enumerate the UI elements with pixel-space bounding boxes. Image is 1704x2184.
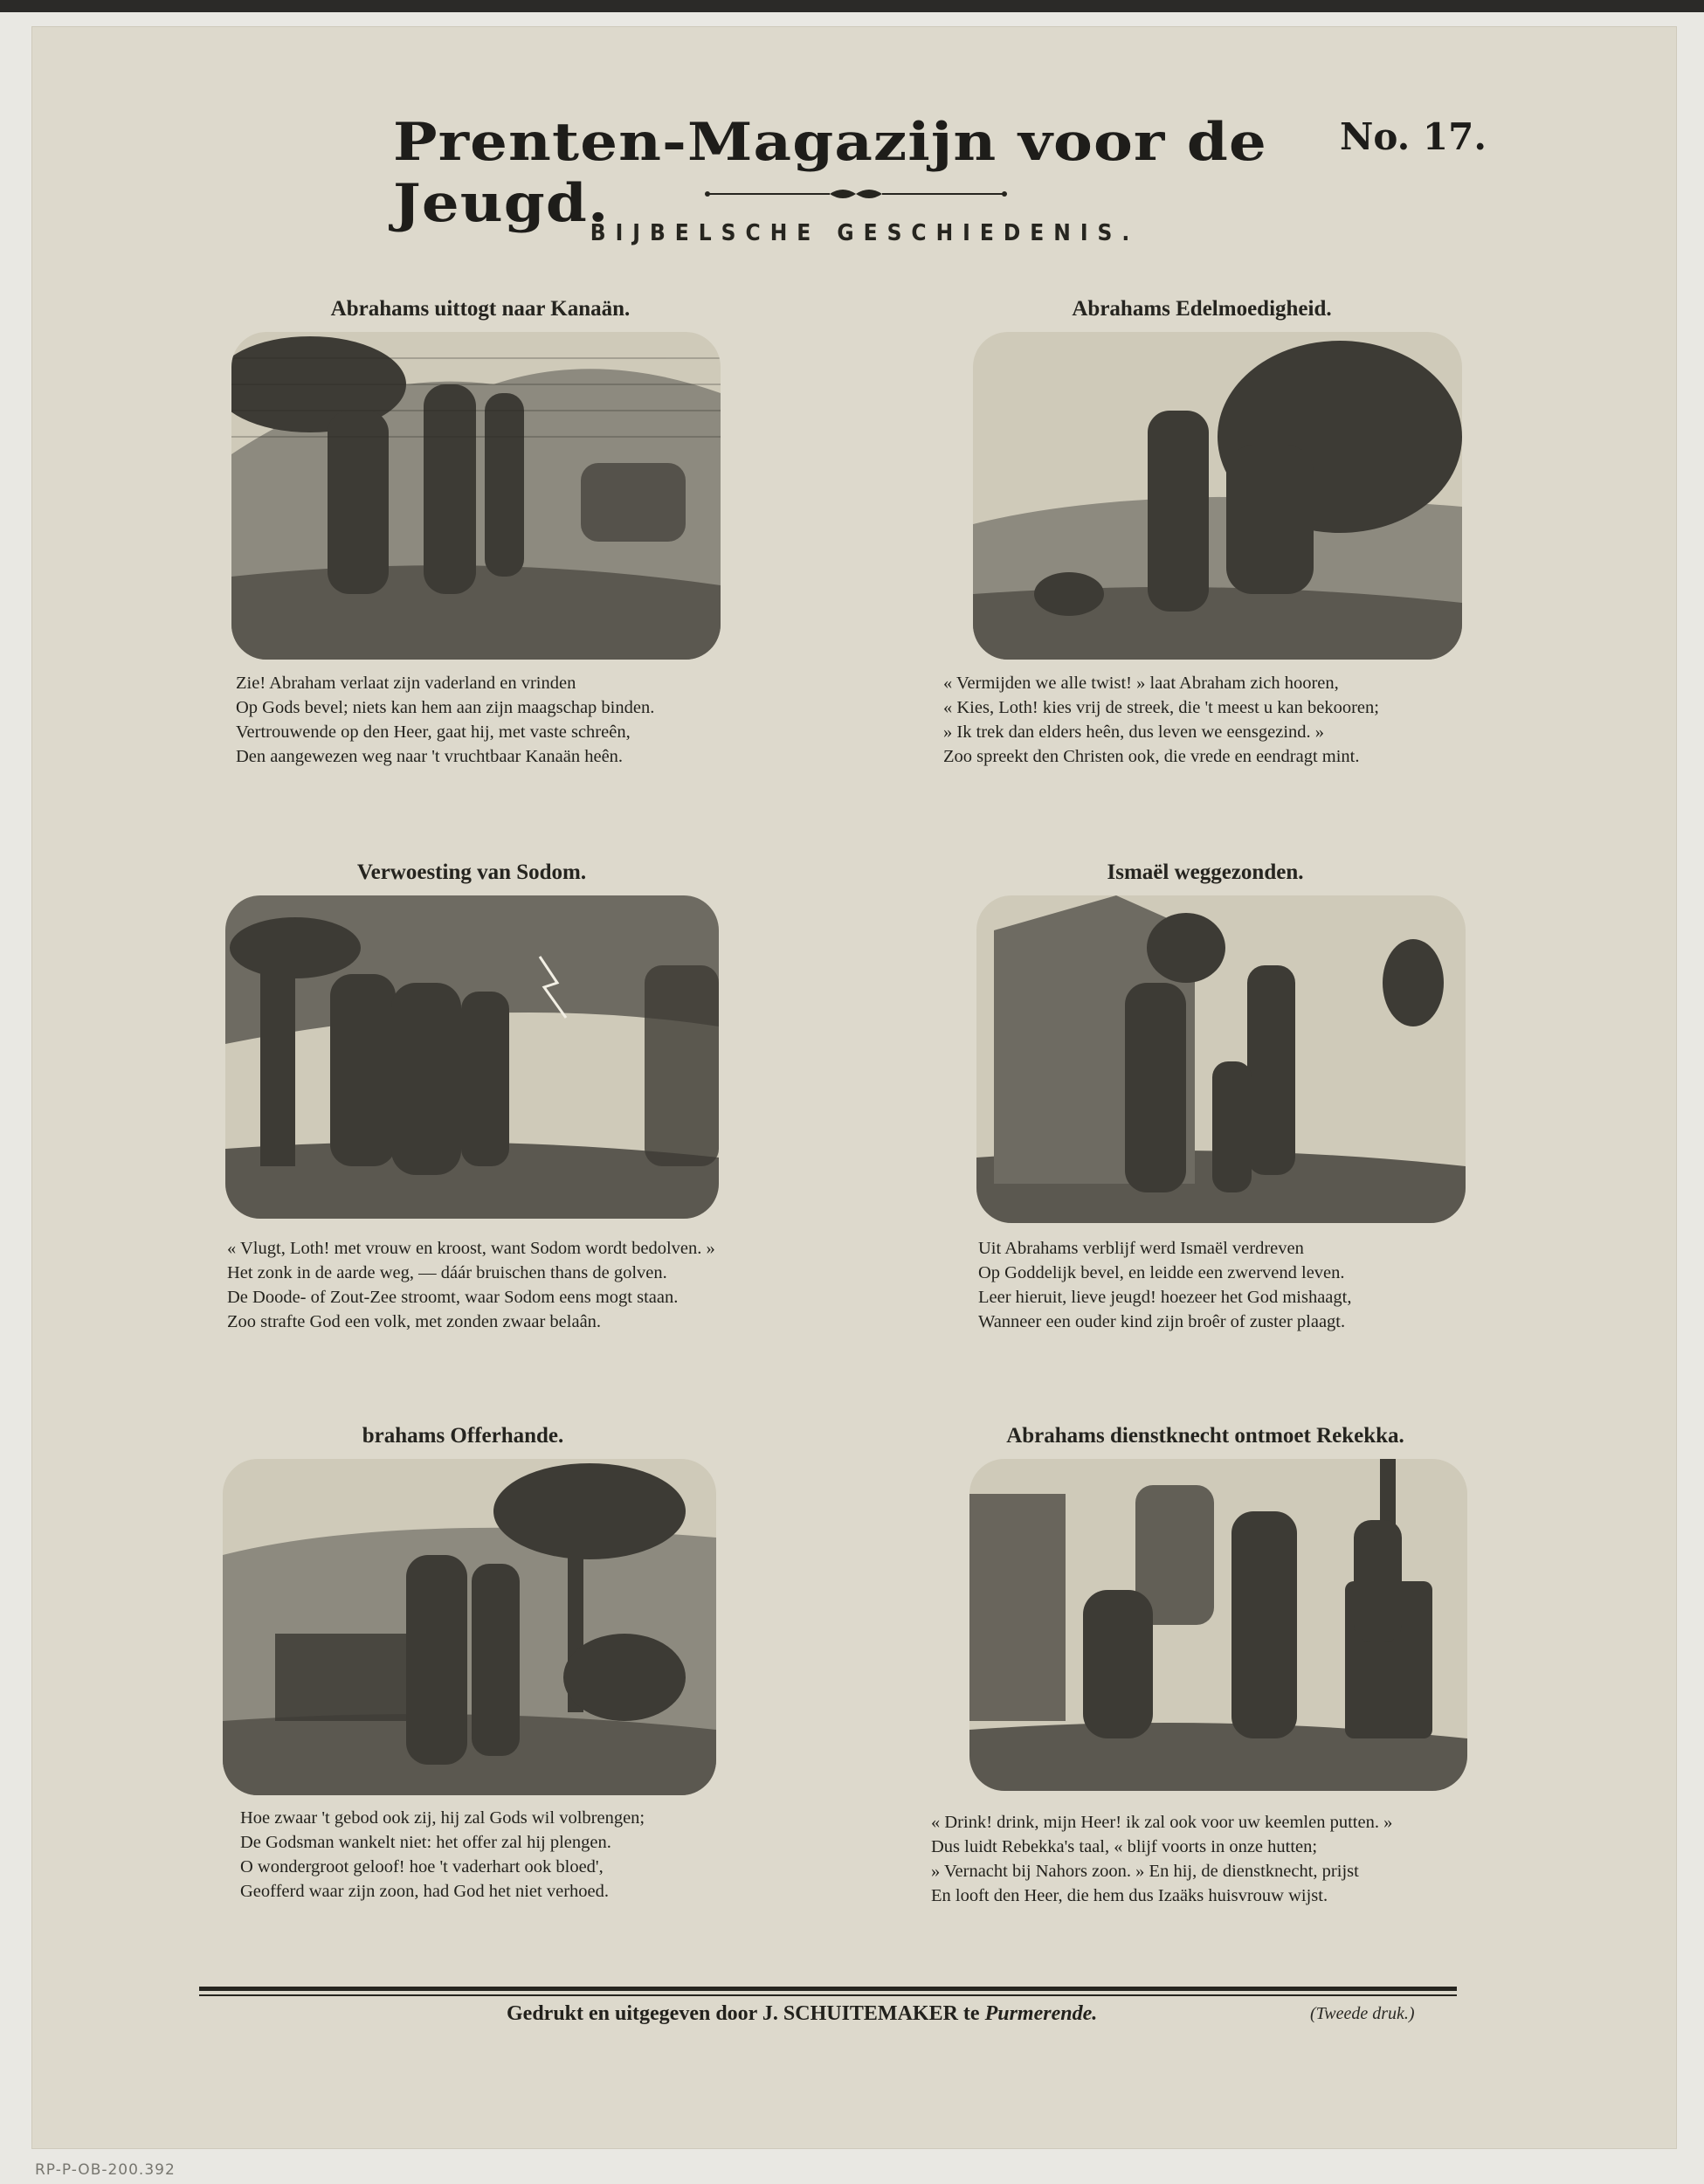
verse-line: « Drink! drink, mijn Heer! ik zal ook voor uw keemlen putten. » <box>931 1813 1393 1832</box>
verse-line: « Vermijden we alle twist! » laat Abraham zich hooren, <box>943 674 1339 693</box>
catalog-mark: RP-P-OB-200.392 <box>35 2161 176 2179</box>
verse-line: Hoe zwaar 't gebod ook zij, hij zal Gods wil volbrengen; <box>240 1808 645 1828</box>
woodcut-illustration <box>223 1459 716 1795</box>
panel-title: Abrahams dienstknecht ontmoet Rekekka. <box>1006 1424 1404 1448</box>
footer-rule-thin <box>199 1994 1457 1996</box>
verse-line: » Vernacht bij Nahors zoon. » En hij, de dienstknecht, prijst <box>931 1862 1359 1881</box>
panel-verse <box>240 1806 645 1904</box>
panel-title: Ismaël weggezonden. <box>1107 860 1304 884</box>
imprint <box>507 2002 1097 2026</box>
edition-note: (Tweede druk.) <box>1310 2004 1415 2023</box>
panel-title: Verwoesting van Sodom. <box>356 860 587 884</box>
footer-rule <box>199 1987 1457 1991</box>
verse-line: O wondergroot geloof! hoe 't vaderhart ook bloed', <box>240 1857 604 1876</box>
verse-line: Uit Abrahams verblijf werd Ismaël verdreven <box>978 1239 1304 1258</box>
verse-line: Wanneer een ouder kind zijn broêr of zuster plaagt. <box>978 1312 1346 1331</box>
verse-line: Geofferd waar zijn zoon, had God het niet verhoed. <box>240 1882 609 1901</box>
verse-line: Op Gods bevel; niets kan hem aan zijn maagschap binden. <box>236 698 655 717</box>
verse-line: « Vlugt, Loth! met vrouw en kroost, want Sodom wordt bedolven. » <box>227 1239 715 1258</box>
verse-line: En looft den Heer, die hem dus Izaäks huisvrouw wijst. <box>931 1886 1328 1905</box>
panel-verse <box>931 1810 1392 1908</box>
verse-line: Leer hieruit, lieve jeugd! hoezeer het God mishaagt, <box>978 1288 1352 1307</box>
title-ornament <box>699 185 1013 203</box>
verse-line: Op Goddelijk bevel, en leidde een zwervend leven. <box>978 1263 1345 1282</box>
verse-line: De Godsman wankelt niet: het offer zal hij plengen. <box>240 1833 611 1852</box>
panel-verse <box>236 671 654 769</box>
panel-title: brahams Offerhande. <box>362 1424 564 1448</box>
imprint-text: Gedrukt en uitgegeven door J. SCHUITEMAKER te <box>507 2002 985 2025</box>
woodcut-illustration <box>225 895 719 1219</box>
panel-title: Abrahams Edelmoedigheid. <box>1072 297 1332 321</box>
verse-line: Zoo spreekt den Christen ook, die vrede en eendragt mint. <box>943 747 1360 766</box>
issue-number: No. 17. <box>1340 115 1487 158</box>
verse-line: Vertrouwende op den Heer, gaat hij, met vaste schreên, <box>236 722 631 742</box>
verse-line: » Ik trek dan elders heên, dus leven we eensgezind. » <box>943 722 1325 742</box>
page-subtitle: BIJBELSCHE GESCHIEDENIS. <box>590 220 1140 246</box>
verse-line: « Kies, Loth! kies vrij de streek, die 't meest u kan bekooren; <box>943 698 1379 717</box>
scan-top-edge <box>0 0 1704 12</box>
panel-verse <box>978 1236 1351 1334</box>
panel-title: Abrahams uittogt naar Kanaän. <box>330 297 631 321</box>
verse-line: Dus luidt Rebekka's taal, « blijf voorts in onze hutten; <box>931 1837 1318 1856</box>
verse-line: Het zonk in de aarde weg, — dáár bruischen thans de golven. <box>227 1263 667 1282</box>
verse-line: De Doode- of Zout-Zee stroomt, waar Sodom eens mogt staan. <box>227 1288 679 1307</box>
verse-line: Zie! Abraham verlaat zijn vaderland en vrinden <box>236 674 576 693</box>
imprint-city: Purmerende. <box>984 2002 1098 2025</box>
page-title: Prenten-Magazijn voor de Jeugd. <box>393 112 1267 234</box>
woodcut-illustration <box>969 1459 1467 1791</box>
verse-line: Den aangewezen weg naar 't vruchtbaar Kanaän heên. <box>236 747 624 766</box>
panel-verse <box>227 1236 715 1334</box>
verse-line: Zoo strafte God een volk, met zonden zwaar belaân. <box>227 1312 602 1331</box>
woodcut-illustration <box>976 895 1466 1223</box>
woodcut-illustration <box>973 332 1462 660</box>
woodcut-illustration <box>231 332 721 660</box>
panel-verse <box>943 671 1379 769</box>
